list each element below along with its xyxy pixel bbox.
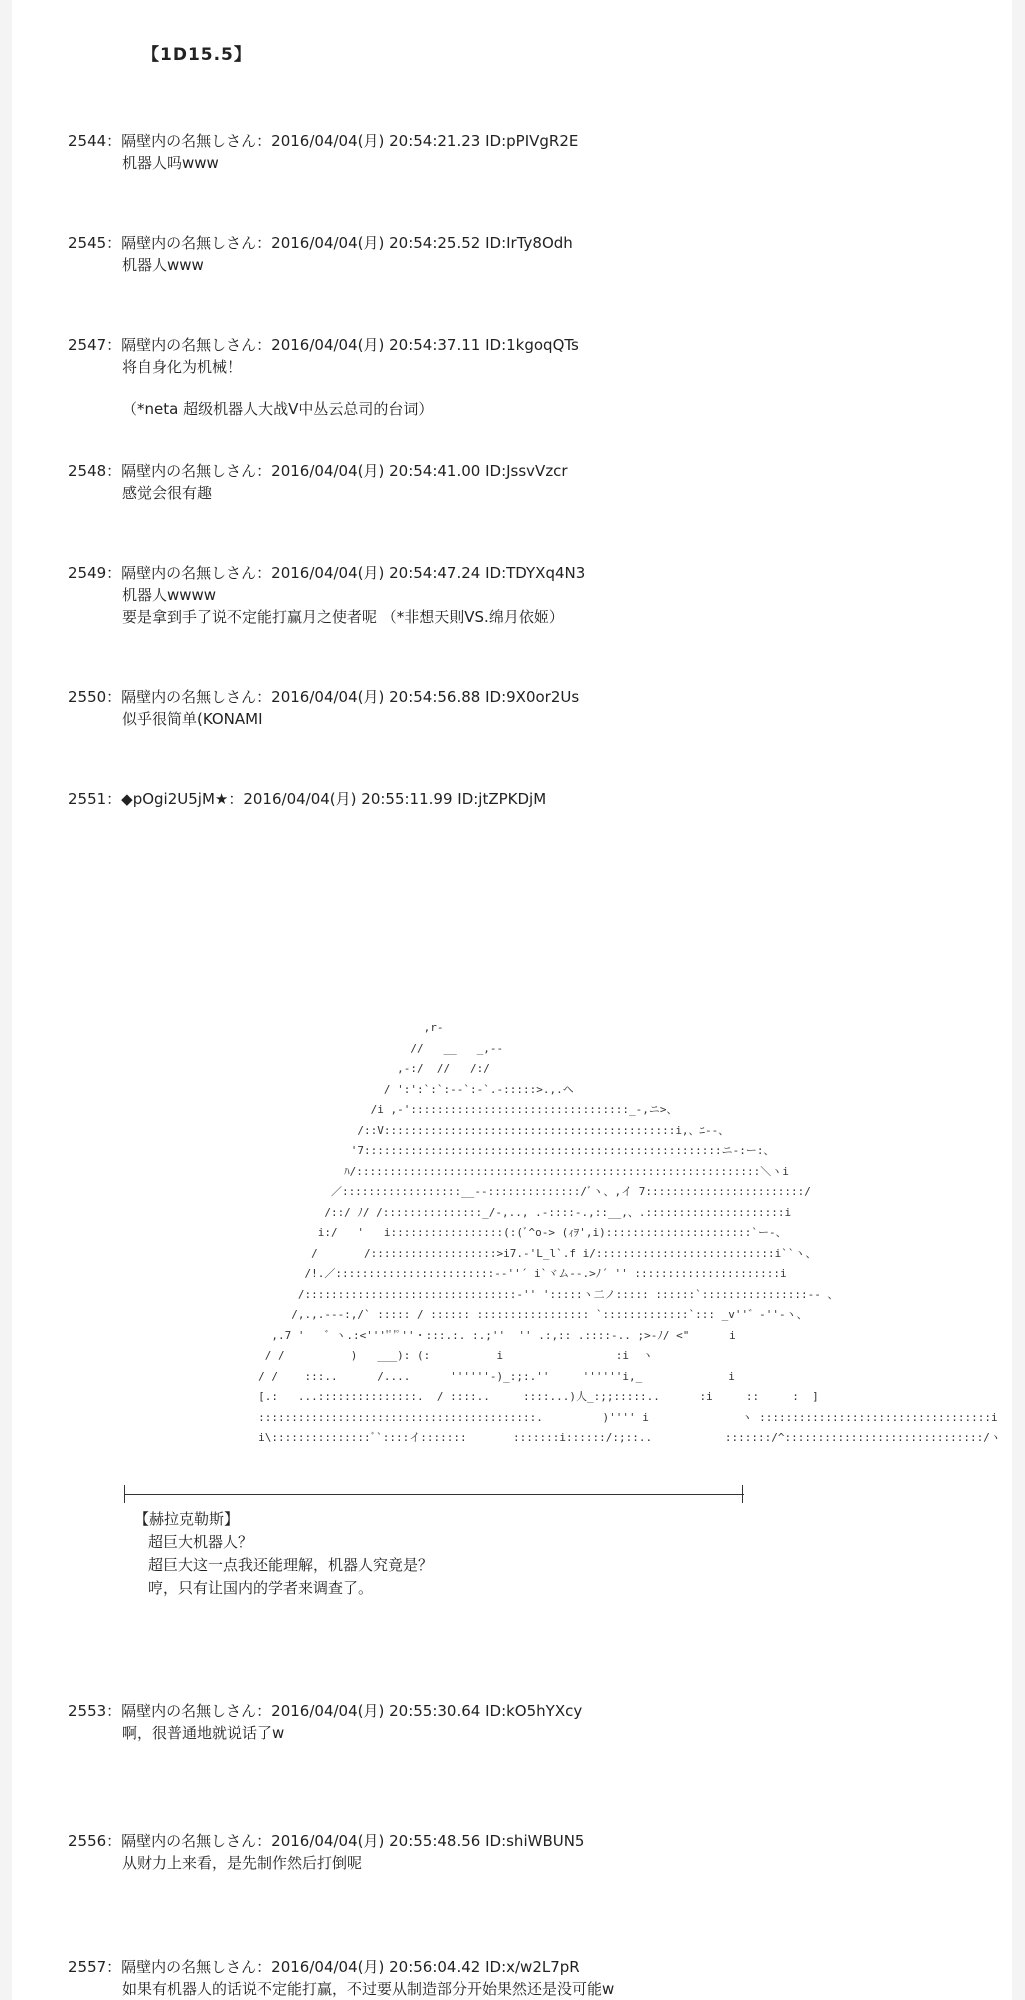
page [12,0,1012,2000]
post-body [122,708,998,730]
post-header: 2557：隔壁内の名無しさん：2016/04/04(月) 20:56:04.42 ID:x/w2L7pR [68,1958,580,1976]
post-body [122,1722,998,1744]
post-line: 机器人wwww [122,586,217,604]
post-header: 2545：隔壁内の名無しさん：2016/04/04(月) 20:54:25.52 ID:IrTy8Odh [68,234,573,252]
post-body [122,356,998,420]
post-line: 机器人www [122,256,204,274]
dialogue-line: 哼，只有让国内的学者来调查了。 [148,1579,374,1597]
dialogue-block [134,1508,433,1600]
post-line: 将自身化为机械！ [122,358,243,376]
post-header: 2547：隔壁内の名無しさん：2016/04/04(月) 20:54:37.11 ID:1kgoqQTs [68,336,579,354]
divider-cap-left [124,1485,125,1503]
post-header: 2556：隔壁内の名無しさん：2016/04/04(月) 20:55:48.56 ID:shiWBUN5 [68,1832,585,1850]
post-header: 2548：隔壁内の名無しさん：2016/04/04(月) 20:54:41.00 ID:JssvVzcr [68,462,568,480]
post-header: 2550：隔壁内の名無しさん：2016/04/04(月) 20:54:56.88 ID:9X0or2Us [68,688,580,706]
speaker-name: 【赫拉克勒斯】 [134,1510,240,1528]
post-header: 2549：隔壁内の名無しさん：2016/04/04(月) 20:54:47.24 ID:TDYXq4N3 [68,564,586,582]
post-header: 2551：◆pOgi2U5jM★：2016/04/04(月) 20:55:11.99 ID:jtZPKDjM [68,790,547,808]
post-body [122,1978,998,2000]
post-header: 2544：隔壁内の名無しさん：2016/04/04(月) 20:54:21.23 ID:pPIVgR2E [68,132,579,150]
chapter-header: 【1D15.5】 [142,45,252,65]
post-blank-line [122,378,998,398]
post [68,562,998,628]
dialogue-line: 超巨大这一点我还能理解，机器人究竟是？ [148,1556,434,1574]
post-line: 如果有机器人的话说不定能打赢，不过要从制造部分开始果然还是没可能w [122,1980,615,1998]
divider-line [124,1494,744,1495]
post-body [122,482,998,504]
post-line: 从财力上来看，是先制作然后打倒呢 [122,1854,363,1872]
ascii-art: ,r‐ // __ _,-‐ ,-:/ // /:/ / ':':`:`:‐-`:-`.-:::::>.,.ヘ /i ,-':::::::::::::::::::::::::::::::::_-,ニ>、 /::V::::::::::::::::::::::::::::::::::::::::::::i,、ﾆ‐-、 '7::::::::::::::::::::::::::::::::::::::::::::::::::::::ニ-:ー:、 ﾊ/:::::::::::::::::::::::::::::::::::::::::::::::::::::::::::::＼ヽi ／::::::::::::::::::__-‐::::::::::::::/ﾞヽ、,イ 7::::::::::::::::::::::::/ /::/ ﾉ/ /:::::::::::::::_/-,.., .-::::-.,::__,、.:::::::::::::::::::::i i:/ ' i:::::::::::::::::(:(ﾞ^o-> (ｨｦ',i)::::::::::::::::::::::`ー-、 / /:::::::::::::::::::>i7.-'L_l`.f i/:::::::::::::::::::::::::::i``ヽ、 /!.／::::::::::::::::::::::::-‐''´ i`ヾム‐-.>ﾉ´ '' ::::::::::::::::::::::i /::::::::::::::::::::::::::::::::-'' ':::::ヽ二ノ::::: ::::::`::::::::::::::::‐- 、 /,.,.-‐-:,/` ::::: / :::::: ::::::::::::::::: `:::::::::::::`::: _v''゛‐''‐ヽ、 ,.7 ' ゛ヽ.:<''''ﾟ'ﾟ''・:::.:. :.;'' '' .:,:: .::::-.. ;>-ﾉ/ <" i / / ) ___): (: i :i ヽ / / :::.. /.... ''''''‐)_:;:.'' ''''''i,_ i [.: ...:::::::::::::::. / ::::.. ::::...)人_:;;:::::.. :i :: : ] ::::::::::::::::::::::::::::::::::::::::::. )'''' i ヽ :::::::::::::::::::::::::::::::::::i i\:::::::::::::::ﾞ`::::イ::::::: :::::::i::::::/:;::.. :::::::/^::::::::::::::::::::::::::::::/ヽ [258,1021,1001,1444]
dialogue-line: 超巨大机器人？ [148,1533,254,1551]
post-body [122,1852,998,1874]
post [68,334,998,420]
post-line: 啊，很普通地就说话了w [122,1724,285,1742]
post-line: 似乎很简单(KONAMI [122,710,263,728]
post [68,1700,998,1744]
post [68,232,998,276]
post [68,686,998,730]
post-body [122,254,998,276]
post [68,130,998,174]
post-line: （*neta 超级机器人大战V中丛云总司的台词） [122,400,434,418]
post-body [122,152,998,174]
divider-cap-right [742,1485,743,1503]
post [68,788,998,810]
post [68,1956,998,2000]
post-line: 要是拿到手了说不定能打赢月之使者呢 （*非想天則VS.绵月依姬） [122,608,564,626]
post-header: 2553：隔壁内の名無しさん：2016/04/04(月) 20:55:30.64 ID:kO5hYXcy [68,1702,583,1720]
post [68,460,998,504]
post-body [122,584,998,628]
post [68,1830,998,1874]
post-line: 机器人吗www [122,154,219,172]
post-line: 感觉会很有趣 [122,484,213,502]
